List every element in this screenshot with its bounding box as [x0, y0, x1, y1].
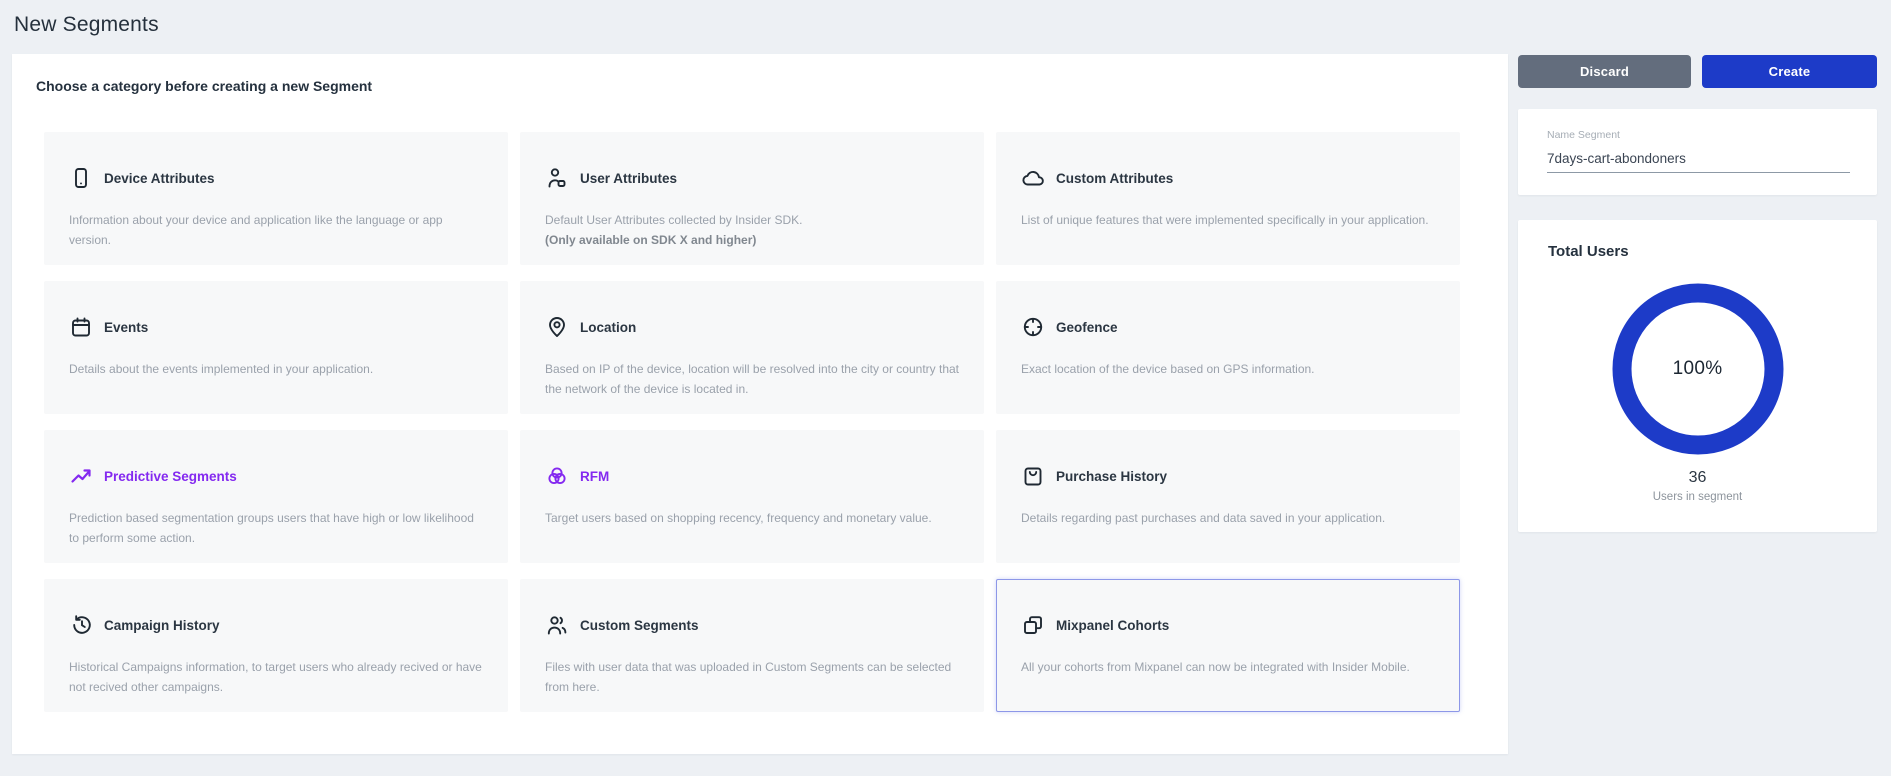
- users-caption: Users in segment: [1652, 491, 1743, 503]
- venn-icon: [545, 464, 569, 488]
- card-head: [1021, 613, 1435, 637]
- category-card-campaign-history[interactable]: [44, 579, 508, 712]
- category-title: Geofence: [1056, 319, 1118, 335]
- cloud-icon: [1021, 166, 1045, 190]
- category-grid: [44, 132, 1460, 712]
- cohorts-icon: [1021, 613, 1045, 637]
- card-head: [545, 166, 959, 190]
- category-title: Custom Segments: [580, 617, 699, 633]
- card-head: [1021, 166, 1435, 190]
- name-segment-label: Name Segment: [1547, 129, 1620, 141]
- segment-sidebar: [1518, 55, 1877, 755]
- category-title: User Attributes: [580, 170, 678, 186]
- map-pin-icon: [545, 315, 569, 339]
- discard-button[interactable]: Discard: [1518, 55, 1691, 88]
- category-description: Prediction based segmentation groups users that have high or low likelihood to perform some action.: [69, 511, 474, 545]
- category-description: All your cohorts from Mixpanel can now be integrated with Insider Mobile.: [1021, 660, 1410, 674]
- shopping-bag-icon: [1021, 464, 1045, 488]
- category-title: Custom Attributes: [1056, 170, 1174, 186]
- total-users-heading: Total Users: [1548, 243, 1629, 260]
- category-description: List of unique features that were implemented specifically in your application.: [1021, 213, 1429, 227]
- name-segment-card: [1518, 109, 1877, 195]
- category-card-mixpanel-cohorts[interactable]: [996, 579, 1460, 712]
- card-head: [545, 613, 959, 637]
- category-card-geofence[interactable]: [996, 281, 1460, 414]
- donut-percent-label: 100%: [1672, 358, 1723, 379]
- card-head: [1021, 464, 1435, 488]
- user-icon: [545, 166, 569, 190]
- category-card-device-attributes[interactable]: [44, 132, 508, 265]
- category-card-location[interactable]: [520, 281, 984, 414]
- category-description-line2: (Only available on SDK X and higher): [545, 233, 757, 247]
- category-description: Exact location of the device based on GPS information.: [1021, 362, 1315, 376]
- geofence-icon: [1021, 315, 1045, 339]
- name-segment-input[interactable]: [1547, 147, 1850, 173]
- trending-up-icon: [69, 464, 93, 488]
- category-card-rfm[interactable]: [520, 430, 984, 563]
- users-count: 36: [1688, 469, 1707, 486]
- category-card-predictive-segments[interactable]: [44, 430, 508, 563]
- category-panel: [12, 54, 1508, 754]
- category-title: Location: [580, 319, 637, 335]
- category-title: Purchase History: [1056, 468, 1168, 484]
- category-title: Events: [104, 319, 149, 335]
- category-card-custom-attributes[interactable]: [996, 132, 1460, 265]
- category-card-custom-segments[interactable]: [520, 579, 984, 712]
- card-head: [69, 613, 483, 637]
- card-head: [545, 464, 959, 488]
- category-card-purchase-history[interactable]: [996, 430, 1460, 563]
- total-users-card: [1518, 220, 1877, 532]
- category-title: Campaign History: [104, 617, 220, 633]
- category-card-events[interactable]: [44, 281, 508, 414]
- category-title: RFM: [580, 468, 610, 484]
- card-head: [69, 166, 483, 190]
- category-description: [545, 210, 959, 250]
- category-description: Based on IP of the device, location will be resolved into the city or country that the network of the device is located in.: [545, 362, 960, 396]
- category-description: Historical Campaigns information, to target users who already recived or have not recived other campaigns.: [69, 660, 482, 694]
- category-description: Details about the events implemented in your application.: [69, 362, 374, 376]
- card-head: [69, 315, 483, 339]
- card-head: [545, 315, 959, 339]
- create-button[interactable]: Create: [1702, 55, 1877, 88]
- panel-heading: Choose a category before creating a new Segment: [36, 78, 373, 94]
- category-title: Device Attributes: [104, 170, 215, 186]
- category-description-line1: Default User Attributes collected by Insider SDK.: [545, 213, 803, 227]
- users-icon: [545, 613, 569, 637]
- category-description: Target users based on shopping recency, frequency and monetary value.: [545, 511, 932, 525]
- category-description: Details regarding past purchases and data saved in your application.: [1021, 511, 1386, 525]
- card-head: [1021, 315, 1435, 339]
- calendar-icon: [69, 315, 93, 339]
- category-title: Mixpanel Cohorts: [1056, 617, 1170, 633]
- history-icon: [69, 613, 93, 637]
- smartphone-icon: [69, 166, 93, 190]
- users-donut-chart: [1603, 274, 1793, 464]
- category-description: Files with user data that was uploaded in Custom Segments can be selected from here.: [545, 660, 952, 694]
- category-card-user-attributes[interactable]: [520, 132, 984, 265]
- category-description: Information about your device and application like the language or app version.: [69, 213, 443, 247]
- category-title: Predictive Segments: [104, 468, 237, 484]
- card-head: [69, 464, 483, 488]
- page-title: New Segments: [14, 13, 159, 36]
- action-buttons: [1518, 55, 1877, 88]
